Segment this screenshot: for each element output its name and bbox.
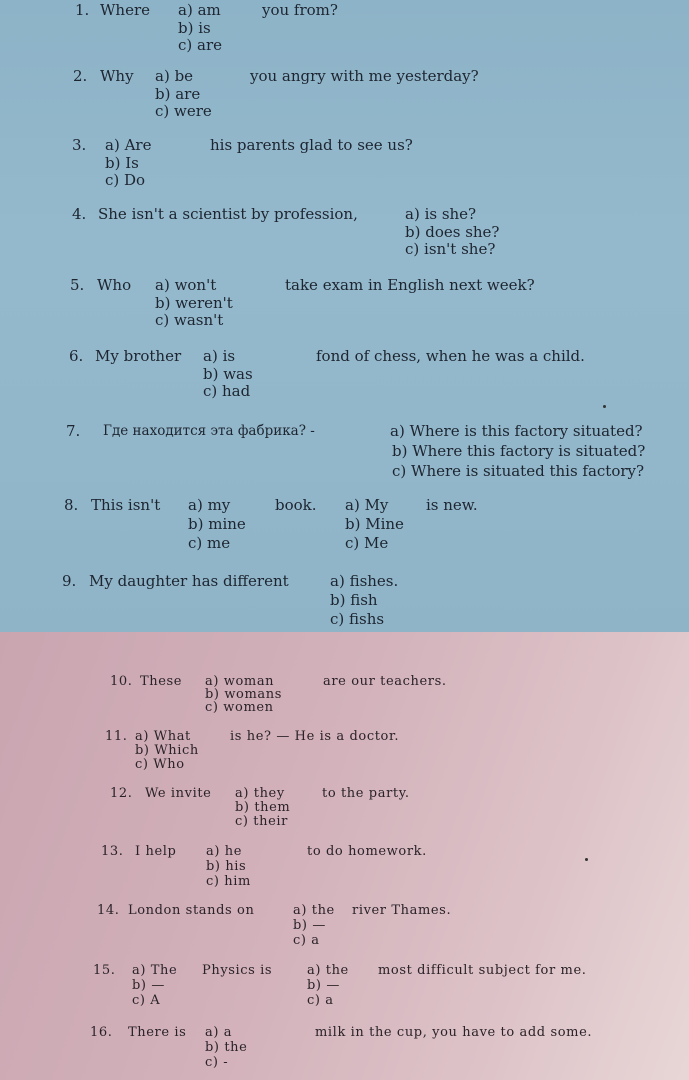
- answer-option: c) Where is situated this factory?: [392, 462, 645, 480]
- answer-option: a) be: [155, 67, 194, 85]
- answer-option: c) had: [203, 382, 251, 400]
- answer-option: a) My: [345, 496, 389, 514]
- answer-option: b) is: [178, 18, 211, 37]
- ink-speck: [603, 405, 606, 408]
- answer-option: b) them: [235, 800, 291, 815]
- answer-option: a) fishes.: [330, 572, 399, 590]
- question-number: 1.: [75, 1, 90, 19]
- question-stem: This isn't: [91, 496, 161, 514]
- answer-option: c) a: [293, 933, 320, 948]
- answer-option: c) -: [205, 1055, 229, 1070]
- question-stem: She isn't a scientist by profession,: [98, 205, 358, 223]
- question-ending: his parents glad to see us?: [210, 136, 413, 154]
- answer-option: b) was: [203, 364, 253, 383]
- answer-option: b) —: [293, 918, 326, 933]
- answer-option: a) a: [205, 1025, 233, 1040]
- answer-option: c) isn't she?: [405, 240, 496, 258]
- question-number: 15.: [93, 963, 116, 978]
- question-stem: These: [140, 674, 183, 689]
- answer-option: b) Where this factory is situated?: [392, 442, 646, 460]
- question-number: 2.: [73, 67, 88, 85]
- answer-option: c) were: [155, 102, 212, 120]
- answer-option: a) my: [188, 496, 231, 514]
- answer-option: b) Which: [135, 743, 199, 758]
- question-number: 3.: [72, 136, 87, 154]
- answer-option: a) they: [235, 786, 285, 801]
- question-stem: My brother: [95, 347, 182, 365]
- answer-option: b) does she?: [405, 222, 500, 241]
- question-ending: are our teachers.: [323, 674, 447, 689]
- answer-option: b) —: [307, 978, 340, 993]
- answer-option: a) What: [135, 729, 191, 744]
- question-ending: most difficult subject for me.: [378, 963, 587, 978]
- answer-option: b) weren't: [155, 293, 233, 312]
- question-middle-text: book.: [275, 496, 317, 514]
- answer-option: b) his: [206, 859, 247, 874]
- answer-option: b) womans: [205, 687, 283, 702]
- question-number: 7.: [66, 422, 81, 440]
- ink-speck: [585, 858, 588, 861]
- answer-option: c) Me: [345, 534, 389, 552]
- question-ending: is he? — He is a doctor.: [230, 729, 400, 744]
- question-number: 11.: [105, 729, 128, 744]
- answer-option: b) Is: [105, 153, 139, 172]
- answer-option: c) A: [132, 993, 161, 1008]
- question-ending: to the party.: [322, 786, 410, 801]
- question-stem: Why: [100, 67, 134, 85]
- question-stem: My daughter has different: [89, 572, 289, 590]
- answer-option: c) Who: [135, 757, 185, 772]
- question-number: 14.: [97, 903, 120, 918]
- answer-option: c) Do: [105, 171, 146, 189]
- question-ending: to do homework.: [307, 844, 427, 859]
- answer-option: b) mine: [188, 515, 246, 533]
- answer-option: a) is she?: [405, 205, 477, 223]
- answer-option: a) Where is this factory situated?: [390, 422, 643, 440]
- answer-option: a) is: [203, 347, 236, 365]
- question-ending: milk in the cup, you have to add some.: [315, 1025, 593, 1040]
- answer-option: c) wasn't: [155, 311, 224, 329]
- answer-option: a) the: [307, 963, 349, 978]
- answer-option: c) are: [178, 36, 223, 54]
- question-number: 10.: [110, 674, 133, 689]
- answer-option: b) fish: [330, 591, 378, 609]
- answer-option: a) won't: [155, 276, 217, 294]
- question-number: 5.: [70, 276, 85, 294]
- answer-option: c) their: [235, 814, 288, 829]
- answer-option: b) the: [205, 1040, 248, 1055]
- answer-option: a) he: [206, 844, 243, 859]
- question-stem: We invite: [145, 786, 212, 801]
- question-number: 16.: [90, 1025, 113, 1040]
- answer-option: c) fishs: [330, 610, 385, 628]
- question-ending: fond of chess, when he was a child.: [316, 347, 585, 365]
- question-number: 13.: [101, 844, 124, 859]
- answer-option: c) me: [188, 534, 231, 552]
- answer-option: c) a: [307, 993, 334, 1008]
- question-stem: There is: [128, 1025, 187, 1040]
- answer-option: b) are: [155, 84, 201, 103]
- question-number: 12.: [110, 786, 133, 801]
- answer-option: a) The: [132, 963, 178, 978]
- question-ending: take exam in English next week?: [285, 276, 535, 294]
- answer-option: a) woman: [205, 674, 275, 689]
- answer-option: c) women: [205, 700, 274, 715]
- question-number: 6.: [69, 347, 84, 365]
- answer-option: a) am: [178, 1, 221, 19]
- question-number: 8.: [64, 496, 79, 514]
- question-stem: Where: [100, 1, 151, 19]
- question-ending: is new.: [426, 496, 478, 514]
- question-ending: you from?: [262, 1, 338, 19]
- question-ending: river Thames.: [352, 903, 452, 918]
- question-middle-text: Physics is: [202, 963, 273, 978]
- answer-option: b) —: [132, 978, 165, 993]
- answer-option: c) him: [206, 874, 251, 889]
- question-stem: I help: [135, 844, 177, 859]
- question-stem: London stands on: [128, 903, 255, 918]
- answer-option: a) the: [293, 903, 335, 918]
- question-ending: you angry with me yesterday?: [250, 67, 479, 85]
- answer-option: b) Mine: [345, 515, 404, 533]
- answer-option: a) Are: [105, 136, 152, 154]
- question-number: 4.: [72, 205, 87, 223]
- question-stem: Где находится эта фабрика? -: [103, 423, 315, 439]
- question-number: 9.: [62, 572, 77, 590]
- question-stem: Who: [97, 276, 132, 294]
